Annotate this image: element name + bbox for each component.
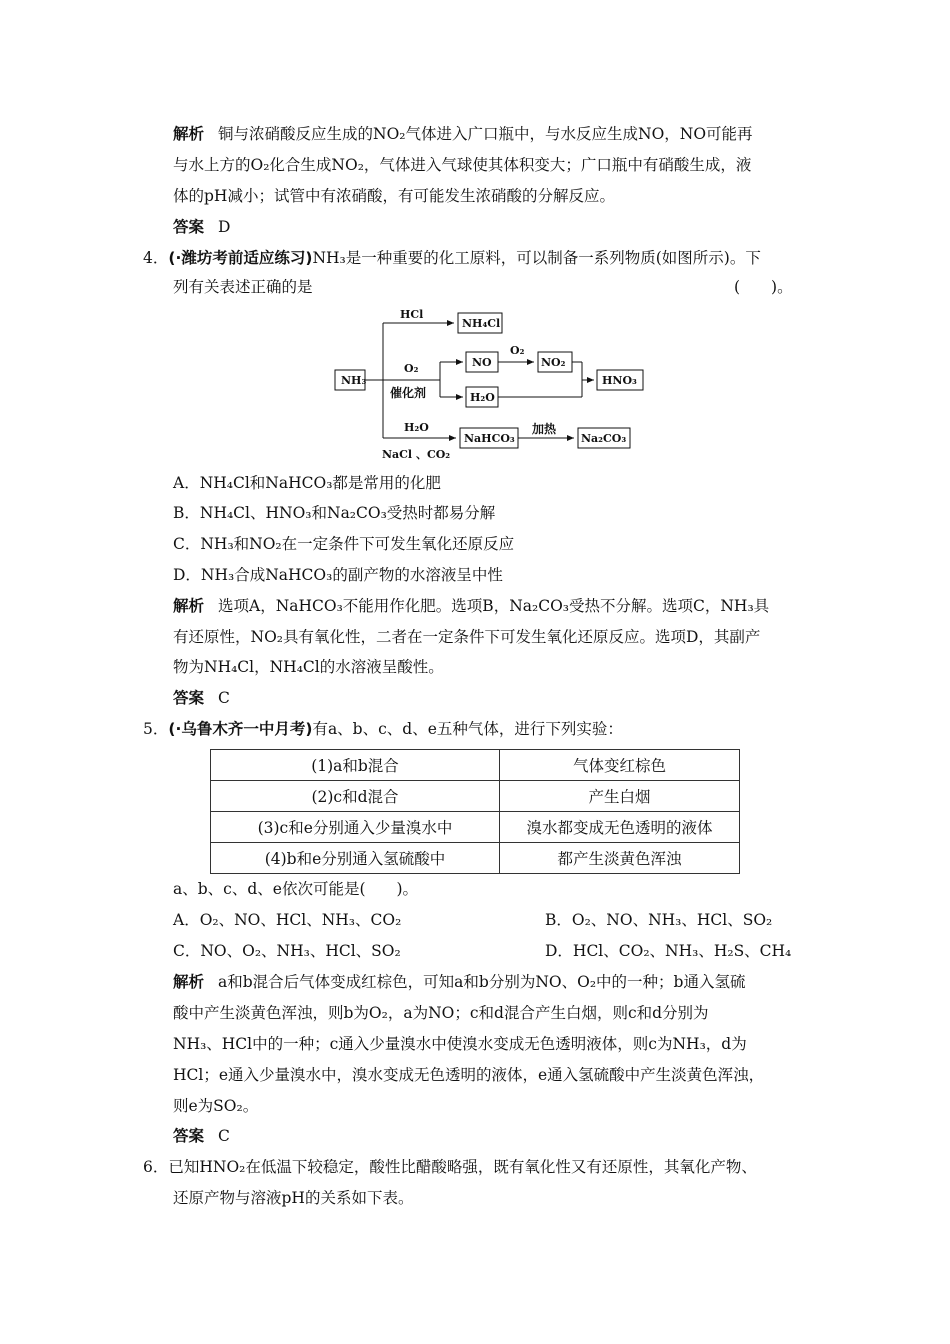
heat-label: 加热: [532, 422, 557, 436]
nahco3-label: NaHCO₃: [464, 432, 515, 445]
table-cell: 溴水都变成无色透明的液体: [500, 812, 740, 843]
q4-reaction-diagram: [320, 300, 650, 465]
catalyst-label: 催化剂: [390, 386, 427, 400]
table-cell: 产生白烟: [500, 781, 740, 812]
hcl-label: HCl: [400, 308, 424, 321]
q4-analysis-line-1: 解析 选项A，NaHCO₃不能用作化肥。选项B，Na₂CO₃受热不分解。选项C，NH₃具: [173, 597, 770, 615]
q4-option-c: C．NH₃和NO₂在一定条件下可发生氧化还原反应: [173, 535, 515, 553]
q3-analysis-line-3: 体的pH减小；试管中有浓硝酸，有可能发生浓硝酸的分解反应。: [173, 187, 615, 205]
na2co3-label: Na₂CO₃: [581, 432, 627, 445]
q5-answer: 答案 C: [173, 1127, 230, 1145]
hno3-label: HNO₃: [602, 374, 637, 387]
q4-option-a: A．NH₄Cl和NaHCO₃都是常用的化肥: [173, 474, 441, 492]
table-row: [211, 781, 740, 812]
no2-label: NO₂: [541, 356, 566, 369]
q4-stem-line-1: 4．(·潍坊考前适应练习)NH₃是一种重要的化工原料，可以制备一系列物质(如图所示)。下: [143, 249, 761, 267]
answer-label: 答案: [173, 218, 205, 236]
q5-option-b: B．O₂、NO、NH₃、HCl、SO₂: [545, 911, 773, 929]
q5-analysis-line-4: HCl；e通入少量溴水中，溴水变成无色透明的液体，e通入氢硫酸中产生淡黄色浑浊，: [173, 1066, 765, 1084]
q6-stem-line-2: 还原产物与溶液pH的关系如下表。: [173, 1189, 414, 1207]
q5-experiment-table: [210, 749, 740, 874]
analysis-label: 解析: [173, 973, 205, 991]
q5-option-c: C．NO、O₂、NH₃、HCl、SO₂: [173, 942, 401, 960]
nh4cl-label: NH₄Cl: [462, 317, 501, 330]
q5-stem: 5．(·乌鲁木齐一中月考)有a、b、c、d、e五种气体，进行下列实验：: [143, 720, 623, 738]
analysis-label: 解析: [173, 125, 205, 143]
q4-source: (·潍坊考前适应练习): [168, 249, 313, 267]
q5-analysis-line-1: 解析 a和b混合后气体变成红棕色，可知a和b分别为NO、O₂中的一种；b通入氢硫: [173, 973, 746, 991]
table-cell: 气体变红棕色: [500, 750, 740, 781]
table-cell: (3)c和e分别通入少量溴水中: [211, 812, 500, 843]
q5-analysis-line-3: NH₃、HCl中的一种；c通入少量溴水中使溴水变成无色透明液体，则c为NH₃，d为: [173, 1035, 747, 1053]
q5-source: (·乌鲁木齐一中月考): [168, 720, 313, 738]
table-row: [211, 843, 740, 874]
table-row: [211, 812, 740, 843]
nh3-label: NH₃: [341, 374, 367, 387]
q5-option-d: D．HCl、CO₂、NH₃、H₂S、CH₄: [545, 942, 792, 960]
q4-analysis-line-3: 物为NH₄Cl，NH₄Cl的水溶液呈酸性。: [173, 658, 444, 676]
q4-analysis-line-2: 有还原性，NO₂具有氧化性，二者在一定条件下可发生氧化还原反应。选项D，其副产: [173, 628, 761, 646]
table-cell: (1)a和b混合: [211, 750, 500, 781]
q5-analysis-line-5: 则e为SO₂。: [173, 1097, 259, 1115]
q5-option-a: A．O₂、NO、HCl、NH₃、CO₂: [173, 911, 402, 929]
table-row: [211, 750, 740, 781]
q4-answer: 答案 C: [173, 689, 230, 707]
table-cell: 都产生淡黄色浑浊: [500, 843, 740, 874]
table-cell: (2)c和d混合: [211, 781, 500, 812]
q4-answer-blank: ( )。: [734, 278, 793, 296]
h2o-label: H₂O: [404, 421, 429, 434]
analysis-label: 解析: [173, 597, 205, 615]
o2-mid-label: O₂: [510, 344, 525, 357]
h2o-box-label: H₂O: [470, 391, 495, 404]
q4-option-b: B．NH₄Cl、HNO₃和Na₂CO₃受热时都易分解: [173, 504, 496, 522]
q3-analysis-line-2: 与水上方的O₂化合生成NO₂，气体进入气球使其体积变大；广口瓶中有硝酸生成，液: [173, 156, 752, 174]
answer-label: 答案: [173, 1127, 205, 1145]
answer-label: 答案: [173, 689, 205, 707]
q4-option-d: D．NH₃合成NaHCO₃的副产物的水溶液呈中性: [173, 566, 503, 584]
q3-answer: 答案 D: [173, 218, 231, 236]
q6-stem-line-1: 6．已知HNO₂在低温下较稳定，酸性比醋酸略强，既有氧化性又有还原性，其氧化产物、: [143, 1158, 757, 1176]
q3-analysis-line-1: 解析 铜与浓硝酸反应生成的NO₂气体进入广口瓶中，与水反应生成NO，NO可能再: [173, 125, 753, 143]
no-label: NO: [472, 356, 492, 369]
q4-stem-line-2: 列有关表述正确的是: [173, 278, 313, 296]
q5-question: a、b、c、d、e依次可能是( )。: [173, 880, 419, 898]
nacl-co2-label: NaCl 、CO₂: [382, 448, 451, 461]
o2-label: O₂: [404, 362, 419, 375]
q5-analysis-line-2: 酸中产生淡黄色浑浊，则b为O₂，a为NO；c和d混合产生白烟，则c和d分别为: [173, 1004, 709, 1022]
table-cell: (4)b和e分别通入氢硫酸中: [211, 843, 500, 874]
